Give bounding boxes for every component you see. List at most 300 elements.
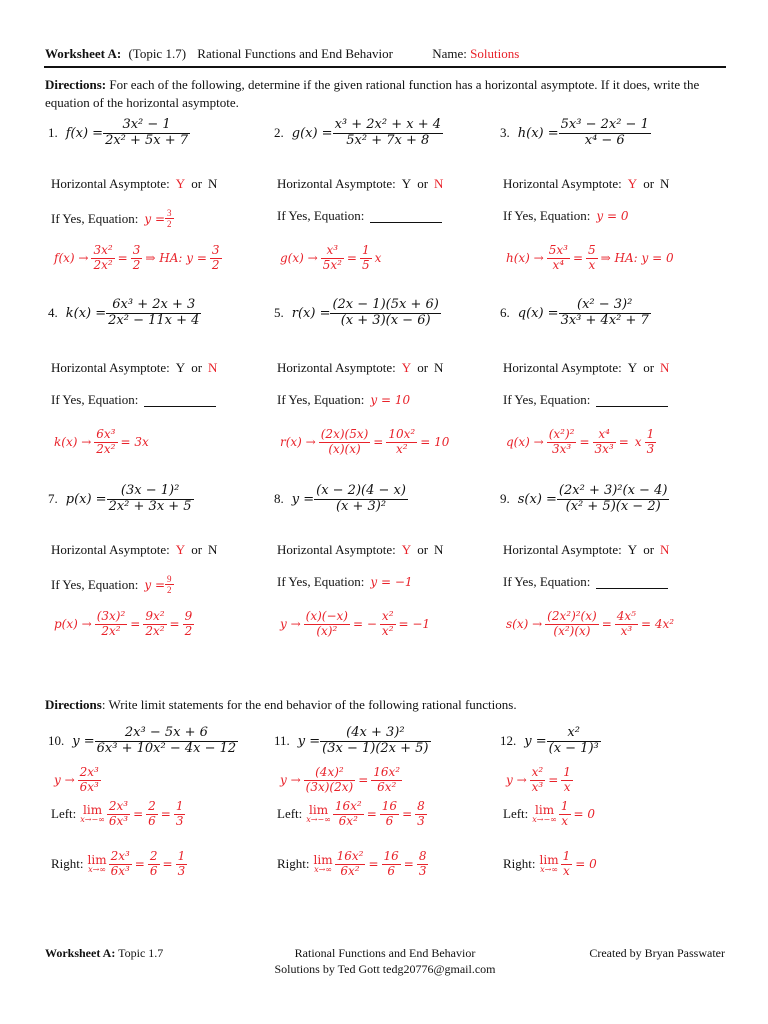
work-fraction-2 xyxy=(143,610,166,639)
equation-blank[interactable] xyxy=(144,394,216,407)
ha-label: Horizontal Asymptote: xyxy=(503,176,622,191)
work-lhs: k(x) → xyxy=(54,435,92,450)
name-label: Name: xyxy=(432,46,467,61)
ha-or: or xyxy=(643,176,655,191)
right-fraction-3-denominator: 3 xyxy=(418,863,427,878)
work-fraction-2-numerator: 5 xyxy=(588,243,596,257)
function-fraction-numerator: 6x³ + 2x + 3 xyxy=(106,298,201,314)
work-tail: = 4x² xyxy=(640,617,675,632)
work-equals: = xyxy=(346,251,357,266)
problem-6 xyxy=(500,298,651,329)
ha-line-1 xyxy=(51,176,217,192)
ha-label: Horizontal Asymptote: xyxy=(277,542,396,557)
work-fraction-2 xyxy=(593,428,616,457)
ha-label: Horizontal Asymptote: xyxy=(51,176,170,191)
right-fraction-3-numerator: 1 xyxy=(177,849,186,863)
directions-2-text: : Write limit statements for the end behavior of the following rational functions. xyxy=(101,697,517,712)
work-lhs: r(x) → xyxy=(280,435,316,450)
left-equals-1: = xyxy=(366,807,377,822)
work-fraction-2 xyxy=(615,610,638,639)
work-fraction-1-denominator: 2x² xyxy=(93,257,113,272)
work-fraction-3-denominator: 2 xyxy=(211,257,220,272)
work-fraction-2-numerator: 10x² xyxy=(388,427,416,441)
work-equals: = xyxy=(601,617,612,632)
right-limit-line xyxy=(51,850,187,879)
ha-or: or xyxy=(191,176,203,191)
work-fraction-1 xyxy=(91,244,114,273)
work-fraction-1 xyxy=(304,610,350,639)
approx-line xyxy=(503,766,573,795)
directions-text: For each of the following, determine if the given rational function has a horizontal asymptote. If it does, write the equation of the horizontal asymptote. xyxy=(45,77,700,110)
limit-operator xyxy=(306,804,331,824)
limit-problem-12 xyxy=(500,726,601,757)
right-fraction-1-denominator: 6x³ xyxy=(110,863,130,878)
approx-fraction-1-denominator: (3x)(2x) xyxy=(305,779,354,794)
function-fraction-denominator: 3x³ + 4x² + 7 xyxy=(560,312,649,328)
function-fraction-denominator: (x + 3)² xyxy=(335,498,387,514)
work-fraction-1 xyxy=(94,428,117,457)
approx-fraction-1-denominator: 6x³ xyxy=(79,779,99,794)
approx-equals: = xyxy=(358,773,369,788)
left-limit-line xyxy=(503,800,598,829)
approx-fraction-1 xyxy=(304,766,356,795)
work-fraction-2-numerator: 9x² xyxy=(145,609,165,623)
ha-no-option[interactable]: N xyxy=(434,542,444,557)
function-fraction xyxy=(559,298,651,329)
worksheet-header xyxy=(45,46,725,62)
right-limit-expression xyxy=(88,850,188,879)
work-fraction-1-numerator: (2x)(5x) xyxy=(320,427,369,441)
equation-label: If Yes, Equation: xyxy=(277,208,365,223)
limit-word: lim xyxy=(87,853,107,868)
ha-label: Horizontal Asymptote: xyxy=(277,360,396,375)
function-fraction-denominator: 2x² + 5x + 7 xyxy=(105,132,189,148)
ha-yes-option[interactable]: Y xyxy=(401,360,412,375)
equation-line-9 xyxy=(503,574,668,590)
left-fraction-1-numerator: 2x³ xyxy=(108,799,129,813)
footer-worksheet xyxy=(45,946,163,961)
ha-label: Horizontal Asymptote: xyxy=(503,360,622,375)
problem-9 xyxy=(500,484,669,515)
work-fraction-3 xyxy=(645,428,657,457)
problem-number: 9. xyxy=(500,491,510,507)
function-fraction-numerator: (4x + 3)² xyxy=(320,726,430,742)
ha-no-option[interactable]: N xyxy=(434,176,444,191)
work-fraction-3 xyxy=(210,244,222,273)
equation-label: If Yes, Equation: xyxy=(503,208,591,223)
right-limit-line xyxy=(503,850,600,879)
problem-number: 2. xyxy=(274,125,284,141)
function-lhs: y = xyxy=(72,733,95,749)
right-label: Right: xyxy=(503,856,536,872)
work-fraction-1-denominator: 5x² xyxy=(322,257,342,272)
equation-blank[interactable] xyxy=(370,210,442,223)
approx-fraction-1-numerator: 2x³ xyxy=(79,765,99,779)
ha-label: Horizontal Asymptote: xyxy=(277,176,396,191)
function-fraction-numerator: (3x − 1)² xyxy=(107,484,194,500)
limit-subscript: x→−∞ xyxy=(80,815,105,825)
right-fraction-1-denominator: x xyxy=(563,863,570,878)
left-fraction-2 xyxy=(380,800,399,829)
ha-no-option[interactable]: N xyxy=(434,360,444,375)
left-fraction-2-numerator: 2 xyxy=(148,799,156,813)
right-equals-1: = xyxy=(368,857,379,872)
function-fraction xyxy=(333,118,443,149)
equation-label: If Yes, Equation: xyxy=(51,392,139,407)
left-fraction-3-denominator: 3 xyxy=(417,813,425,828)
work-lhs: y → xyxy=(280,617,301,632)
left-fraction-3-denominator: 3 xyxy=(175,813,184,828)
approx-fraction-1-numerator: (4x)² xyxy=(304,766,356,781)
work-tail: x xyxy=(374,251,382,266)
left-limit-expression xyxy=(532,800,598,829)
equation-answer: y = −1 xyxy=(370,575,413,589)
left-limit-line xyxy=(277,800,427,829)
function-fraction-numerator: (x − 2)(4 − x) xyxy=(316,483,406,498)
work-line-1 xyxy=(51,244,222,273)
approx-fraction-1-numerator: x² xyxy=(531,765,544,779)
work-lhs: f(x) → xyxy=(54,251,89,266)
ha-yes-option[interactable]: Y xyxy=(175,176,186,191)
name-value: Solutions xyxy=(470,46,520,61)
function-lhs: p(x) = xyxy=(65,491,107,507)
function-fraction-numerator: (2x − 1)(5x + 6) xyxy=(332,297,439,312)
limit-subscript: x→∞ xyxy=(88,865,106,875)
left-fraction-1 xyxy=(107,800,130,829)
function-fraction-numerator: x³ + 2x² + x + 4 xyxy=(334,117,442,132)
work-fraction-3-numerator: 9 xyxy=(184,609,193,623)
approx-fraction-2 xyxy=(561,766,573,795)
worksheet-label: Worksheet A: xyxy=(45,46,122,61)
work-line-2 xyxy=(277,244,384,273)
left-fraction-1-denominator: 6x² xyxy=(338,813,358,828)
right-label: Right: xyxy=(51,856,84,872)
work-line-3 xyxy=(503,244,677,273)
left-fraction-2-denominator: 6 xyxy=(148,813,156,828)
right-fraction-2 xyxy=(382,850,401,879)
ha-yes-option[interactable]: Y xyxy=(401,542,412,557)
work-equals: = − xyxy=(352,617,377,632)
work-fraction-1-denominator: (x²)(x) xyxy=(553,623,591,638)
right-fraction-1 xyxy=(561,850,573,879)
work-lhs: p(x) → xyxy=(54,617,92,632)
limit-problem-10 xyxy=(48,726,238,757)
work-tail: ⇒ HA: y = 0 xyxy=(600,251,674,266)
problem-3 xyxy=(500,118,651,149)
function-fraction xyxy=(320,726,430,757)
work-fraction-1 xyxy=(95,610,128,639)
equation-blank[interactable] xyxy=(596,394,668,407)
problem-5 xyxy=(274,298,441,329)
problem-number: 4. xyxy=(48,305,58,321)
right-fraction-1-numerator: 2x³ xyxy=(110,849,130,863)
left-fraction-1 xyxy=(333,800,364,829)
left-fraction-1 xyxy=(559,800,571,829)
function-fraction xyxy=(547,726,601,757)
left-equals-2: = xyxy=(402,807,413,822)
limit-word: lim xyxy=(539,853,559,868)
limit-word: lim xyxy=(313,853,333,868)
work-lhs: s(x) → xyxy=(506,617,543,632)
right-fraction-1-numerator: 16x² xyxy=(336,849,364,863)
function-lhs: g(x) = xyxy=(291,125,333,141)
ha-line-4 xyxy=(51,360,217,376)
ha-yes-option[interactable]: Y xyxy=(627,176,638,191)
equation-answer: y = 0 xyxy=(596,209,629,223)
function-fraction-denominator: (x − 1)³ xyxy=(548,740,599,756)
left-limit-expression xyxy=(306,800,427,829)
ha-yes-option[interactable]: Y xyxy=(175,360,186,375)
work-equals-2: = xyxy=(618,435,629,450)
limit-operator xyxy=(314,854,333,874)
topic-label: (Topic 1.7) xyxy=(128,46,187,61)
work-fraction-1 xyxy=(319,428,371,457)
approx-fraction-1-denominator: x³ xyxy=(531,779,544,794)
function-fraction-denominator: 5x² + 7x + 8 xyxy=(346,132,430,148)
left-fraction-2 xyxy=(146,800,158,829)
left-fraction-1-denominator: x xyxy=(561,813,569,828)
work-fraction-1-numerator: 5x³ xyxy=(548,243,568,257)
work-fraction-2-numerator: 3 xyxy=(132,243,141,257)
approx-fraction-1 xyxy=(78,766,101,795)
limit-subscript: x→∞ xyxy=(540,865,558,875)
left-fraction-1-denominator: 6x³ xyxy=(108,813,129,828)
equation-fraction-denominator: 2 xyxy=(167,219,172,230)
work-fraction-3 xyxy=(183,610,195,639)
problem-2 xyxy=(274,118,443,149)
work-fraction-2-denominator: 2x² xyxy=(145,623,165,638)
function-lhs: s(x) = xyxy=(517,491,557,507)
limit-operator xyxy=(532,804,557,824)
ha-yes-option[interactable]: Y xyxy=(627,542,638,557)
ha-line-9 xyxy=(503,542,669,558)
left-fraction-3 xyxy=(415,800,427,829)
ha-line-6 xyxy=(503,360,669,376)
approx-fraction-2-denominator: 6x² xyxy=(377,779,397,794)
function-fraction xyxy=(103,118,190,149)
equation-label: If Yes, Equation: xyxy=(51,576,139,592)
equation-fraction xyxy=(165,574,174,596)
right-fraction-2-numerator: 16 xyxy=(383,849,399,863)
work-fraction-1-denominator: 2x² xyxy=(101,623,121,638)
ha-line-5 xyxy=(277,360,443,376)
directions-1 xyxy=(45,76,725,112)
right-label: Right: xyxy=(277,856,310,872)
equation-answer: y = xyxy=(144,211,166,226)
function-fraction xyxy=(95,726,239,757)
work-equals: = xyxy=(572,251,584,266)
function-lhs: f(x) = xyxy=(65,125,104,141)
function-fraction-denominator: 2x² + 3x + 5 xyxy=(108,498,192,514)
directions-2-label: Directions xyxy=(45,697,102,712)
function-fraction xyxy=(107,484,194,515)
function-fraction-denominator: (x + 3)(x − 6) xyxy=(340,312,431,328)
function-fraction xyxy=(559,118,651,149)
left-equals-2: = xyxy=(160,807,171,822)
function-fraction-numerator: x² xyxy=(547,726,601,742)
equation-label: If Yes, Equation: xyxy=(503,574,591,589)
problem-number: 1. xyxy=(48,125,58,141)
directions-label: Directions: xyxy=(45,77,107,92)
right-tail: = 0 xyxy=(575,857,597,872)
left-fraction-3-numerator: 1 xyxy=(175,799,184,813)
ha-or: or xyxy=(191,542,203,557)
left-label: Left: xyxy=(503,806,529,822)
function-fraction-numerator: 5x³ − 2x² − 1 xyxy=(560,117,649,132)
ha-yes-option[interactable]: Y xyxy=(627,360,638,375)
ha-no-option[interactable]: N xyxy=(208,542,218,557)
approx-fraction-2-numerator: 16x² xyxy=(373,765,401,779)
limit-word: lim xyxy=(83,803,103,818)
function-lhs: y = xyxy=(297,733,321,749)
footer-solutions: Solutions by Ted Gott tedg20776@gmail.com xyxy=(274,962,496,976)
left-fraction-2-denominator: 6 xyxy=(385,813,394,828)
work-fraction-1-denominator: (x)(x) xyxy=(328,441,361,456)
ha-yes-option[interactable]: Y xyxy=(401,176,412,191)
problem-number: 12. xyxy=(500,733,517,749)
work-fraction-1 xyxy=(547,428,577,457)
right-equals-1: = xyxy=(134,857,145,872)
function-lhs: h(x) = xyxy=(517,125,559,141)
work-line-8 xyxy=(277,610,433,639)
equation-line-7 xyxy=(51,574,174,596)
work-tail: = 3x xyxy=(120,435,149,450)
right-fraction-3-denominator: 3 xyxy=(177,863,186,878)
equation-blank[interactable] xyxy=(596,576,668,589)
function-fraction-numerator: (2x² + 3)²(x − 4) xyxy=(558,483,668,498)
work-lhs: q(x) → xyxy=(506,435,544,450)
function-lhs: k(x) = xyxy=(65,305,107,321)
limit-subscript: x→∞ xyxy=(314,865,332,875)
work-fraction-1-denominator: (x)² xyxy=(316,623,338,638)
work-fraction-2-denominator: x² xyxy=(381,623,394,638)
left-label: Left: xyxy=(277,806,303,822)
work-fraction-3-denominator: 2 xyxy=(184,623,193,638)
work-equals: = xyxy=(579,435,590,450)
equation-label: If Yes, Equation: xyxy=(503,392,591,407)
work-tail: ⇒ HA: y = xyxy=(145,251,207,266)
equation-line-4 xyxy=(51,392,216,408)
left-equals-1: = xyxy=(133,807,144,822)
approx-lhs: y → xyxy=(280,773,301,788)
work-fraction-2 xyxy=(380,610,396,639)
right-limit-expression xyxy=(314,850,429,879)
function-lhs: r(x) = xyxy=(291,305,331,321)
approx-line xyxy=(51,766,101,795)
work-fraction-1-numerator: (x²)² xyxy=(548,427,575,441)
work-fraction-1 xyxy=(547,244,570,273)
left-limit-expression xyxy=(80,800,185,829)
footer-worksheet-label: Worksheet A: xyxy=(45,946,116,960)
ha-no-option[interactable]: N xyxy=(208,360,218,375)
work-fraction-2-denominator: 2 xyxy=(132,257,141,272)
footer-topic: Topic 1.7 xyxy=(118,946,164,960)
ha-line-2 xyxy=(277,176,443,192)
work-fraction-2-denominator: x³ xyxy=(620,623,633,638)
function-fraction-numerator: (x² − 3)² xyxy=(559,298,651,314)
work-lhs: h(x) → xyxy=(506,251,544,266)
problem-number: 11. xyxy=(274,733,290,749)
work-fraction-1-numerator: (x)(−x) xyxy=(305,609,348,623)
work-fraction-2-numerator: x² xyxy=(381,609,394,623)
left-limit-line xyxy=(51,800,185,829)
work-line-5 xyxy=(277,428,452,457)
work-equals: = xyxy=(117,251,128,266)
ha-or: or xyxy=(643,542,655,557)
approx-fraction-2-numerator: 1 xyxy=(563,765,571,779)
equation-fraction-numerator: 9 xyxy=(167,574,172,584)
equation-line-6 xyxy=(503,392,668,408)
right-limit-line xyxy=(277,850,428,879)
work-fraction-1-denominator: 3x³ xyxy=(551,441,572,456)
function-fraction-denominator: x⁴ − 6 xyxy=(584,132,625,148)
function-lhs: y = xyxy=(524,733,547,749)
function-lhs: q(x) = xyxy=(517,305,559,321)
equation-line-5 xyxy=(277,392,410,408)
ha-or: or xyxy=(643,360,655,375)
ha-label: Horizontal Asymptote: xyxy=(51,360,170,375)
ha-yes-option[interactable]: Y xyxy=(175,542,186,557)
limit-operator xyxy=(80,804,105,824)
work-fraction-2-denominator: x xyxy=(588,257,596,272)
function-fraction xyxy=(330,298,440,329)
function-fraction xyxy=(557,484,670,515)
function-fraction-denominator: (x² + 5)(x − 2) xyxy=(565,498,661,514)
right-fraction-2-denominator: 6 xyxy=(149,863,158,878)
left-fraction-2-numerator: 16 xyxy=(381,799,398,813)
ha-or: or xyxy=(417,360,429,375)
right-equals-2: = xyxy=(162,857,173,872)
ha-label: Horizontal Asymptote: xyxy=(51,542,170,557)
work-line-4 xyxy=(51,428,152,457)
work-fraction-1-denominator: 2x² xyxy=(96,441,116,456)
right-fraction-3 xyxy=(417,850,429,879)
work-fraction-2 xyxy=(131,244,143,273)
right-fraction-2-numerator: 2 xyxy=(149,849,158,863)
ha-no-option[interactable]: N xyxy=(660,176,670,191)
work-fraction-1-numerator: 3x² xyxy=(93,243,113,257)
work-fraction-2 xyxy=(386,428,417,457)
work-line-6 xyxy=(503,428,656,457)
function-fraction-numerator: 3x² − 1 xyxy=(103,118,190,134)
ha-no-option[interactable]: N xyxy=(660,360,670,375)
left-fraction-3-numerator: 8 xyxy=(417,799,425,813)
work-tail: = −1 xyxy=(398,617,431,632)
work-fraction-1-numerator: x³ xyxy=(321,244,344,259)
problem-number: 3. xyxy=(500,125,510,141)
left-fraction-3 xyxy=(174,800,186,829)
equation-fraction-denominator: 2 xyxy=(167,585,172,596)
ha-no-option[interactable]: N xyxy=(208,176,218,191)
approx-equals: = xyxy=(548,773,559,788)
problem-number: 7. xyxy=(48,491,58,507)
right-fraction-3-numerator: 8 xyxy=(418,849,427,863)
ha-no-option[interactable]: N xyxy=(660,542,670,557)
function-fraction-denominator: 6x³ + 10x² − 4x − 12 xyxy=(96,740,237,756)
right-fraction-3 xyxy=(176,850,188,879)
work-fraction-3-numerator: 3 xyxy=(211,243,220,257)
equation-label: If Yes, Equation: xyxy=(277,392,365,407)
function-fraction xyxy=(106,298,201,329)
right-limit-expression xyxy=(540,850,600,879)
approx-fraction-1 xyxy=(530,766,546,795)
work-fraction-2-numerator: 4x⁵ xyxy=(616,609,636,623)
left-fraction-1-numerator: 16x² xyxy=(334,799,362,813)
limit-word: lim xyxy=(535,803,555,818)
right-fraction-1 xyxy=(109,850,132,879)
approx-line xyxy=(277,766,402,795)
work-fraction-3-numerator: 1 xyxy=(646,427,655,441)
